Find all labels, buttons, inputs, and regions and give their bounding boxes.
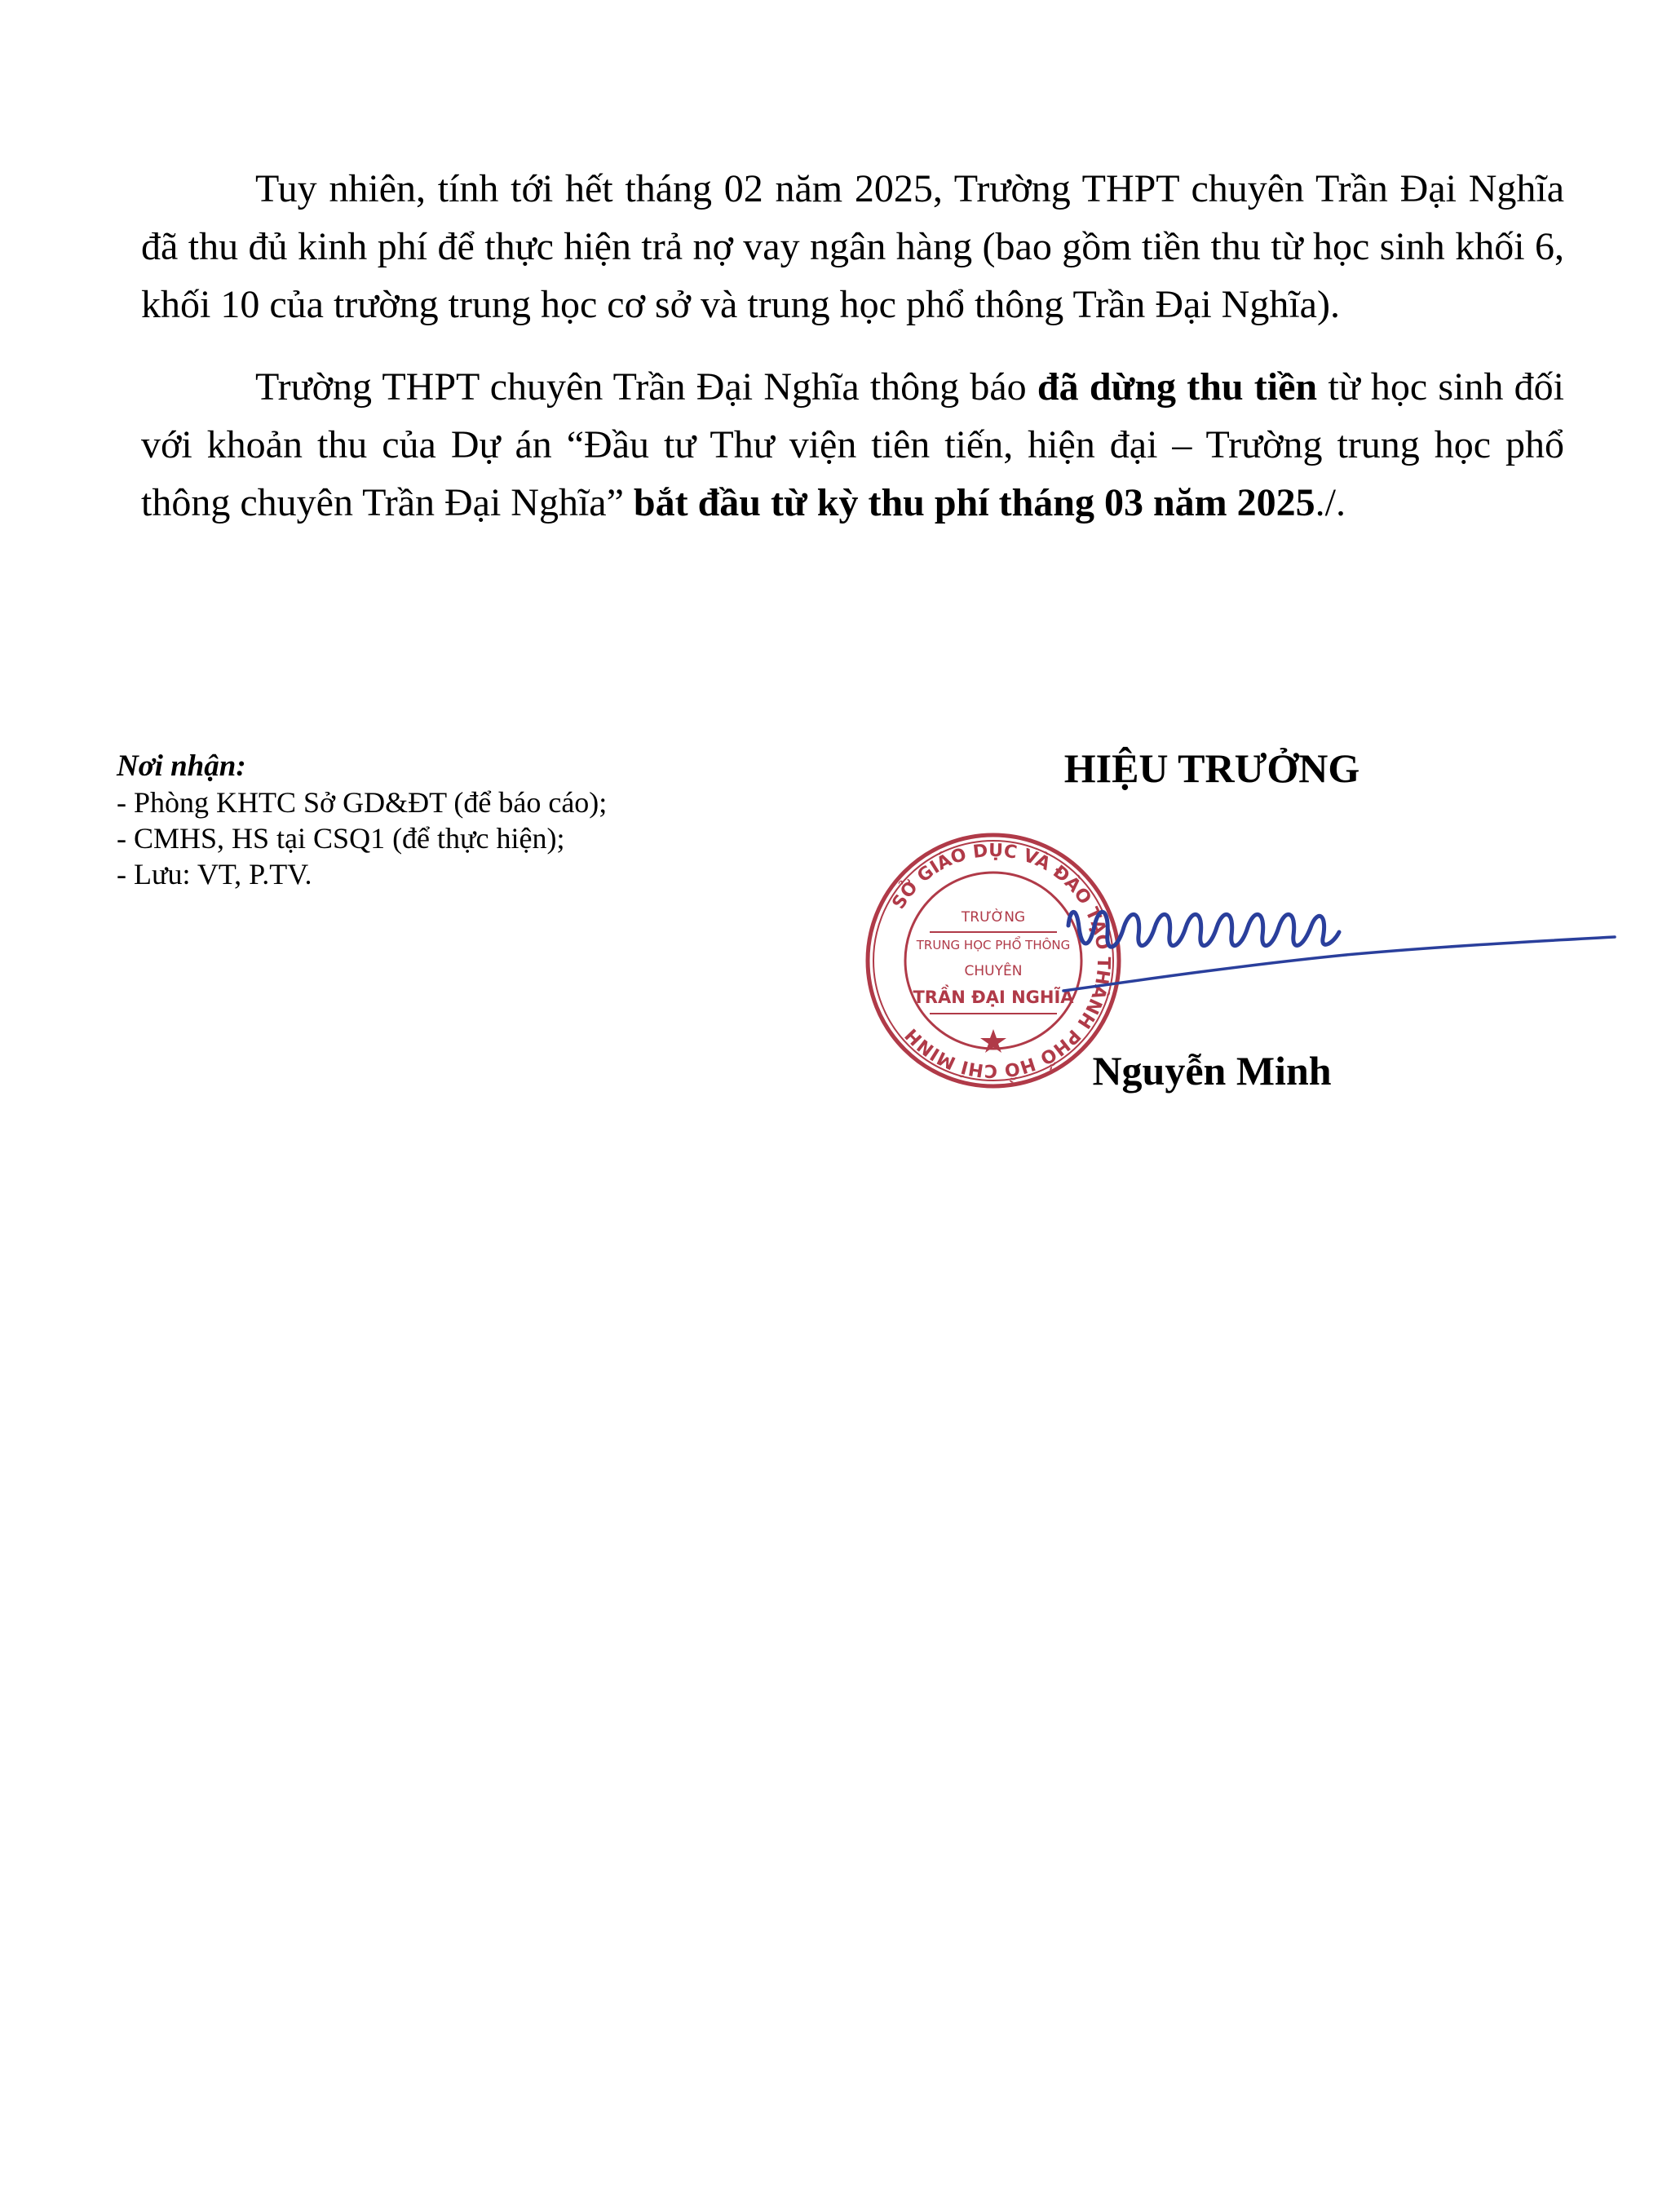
paragraph-2-part3: ./. (1315, 481, 1346, 524)
recipients-block (117, 749, 607, 892)
handwritten-signature-icon (1052, 868, 1623, 1032)
svg-text:SỞ GIÁO DỤC VÀ ĐÀO TẠO THÀNH P: SỞ GIÁO DỤC VÀ ĐÀO TẠO THÀNH PHỐ HỒ CHÍ MINH (888, 840, 1114, 1081)
paragraph-1-text: Tuy nhiên, tính tới hết tháng 02 năm 2025, Trường THPT chuyên Trần Đại Nghĩa đã thu đủ kinh phí để thực hiện trả nợ vay ngân hàng (bao gồm tiền thu từ học sinh khối 6, khối 10 của trường trung học cơ sở và trung học phổ thông Trần Đại Nghĩa). (141, 167, 1564, 326)
document-body (141, 160, 1564, 556)
svg-text:TRUNG HỌC PHỔ THÔNG: TRUNG HỌC PHỔ THÔNG (916, 938, 1071, 952)
paragraph-2-part2: từ học sinh đối với khoản thu của Dự án “Đầu tư Thư viện tiên tiến, hiện đại – Trường trung học phổ thông chuyên Trần Đại Nghĩa” (141, 365, 1564, 524)
paragraph-2-part1: Trường THPT chuyên Trần Đại Nghĩa thông báo (255, 365, 1037, 409)
svg-text:CHUYÊN: CHUYÊN (964, 963, 1023, 979)
signer-title: HIỆU TRƯỞNG (1063, 745, 1360, 791)
paragraph-1 (141, 160, 1564, 334)
recipient-item: - Phòng KHTC Sở GD&ĐT (để báo cáo); (117, 786, 608, 819)
recipients-title: Nơi nhận: (117, 749, 246, 783)
paragraph-2-bold1: đã dừng thu tiền (1037, 365, 1318, 409)
recipient-item: - Lưu: VT, P.TV. (117, 858, 312, 890)
paragraph-2-bold2: bắt đầu từ kỳ thu phí tháng 03 năm 2025 (633, 481, 1315, 524)
recipient-item: - CMHS, HS tại CSQ1 (để thực hiện); (117, 822, 565, 855)
svg-text:TRẦN ĐẠI NGHĨA: TRẦN ĐẠI NGHĨA (913, 988, 1074, 1007)
svg-text:TRƯỜNG: TRƯỜNG (961, 909, 1026, 926)
signer-name: Nguyễn Minh (1092, 1048, 1332, 1094)
paragraph-2 (141, 358, 1564, 532)
